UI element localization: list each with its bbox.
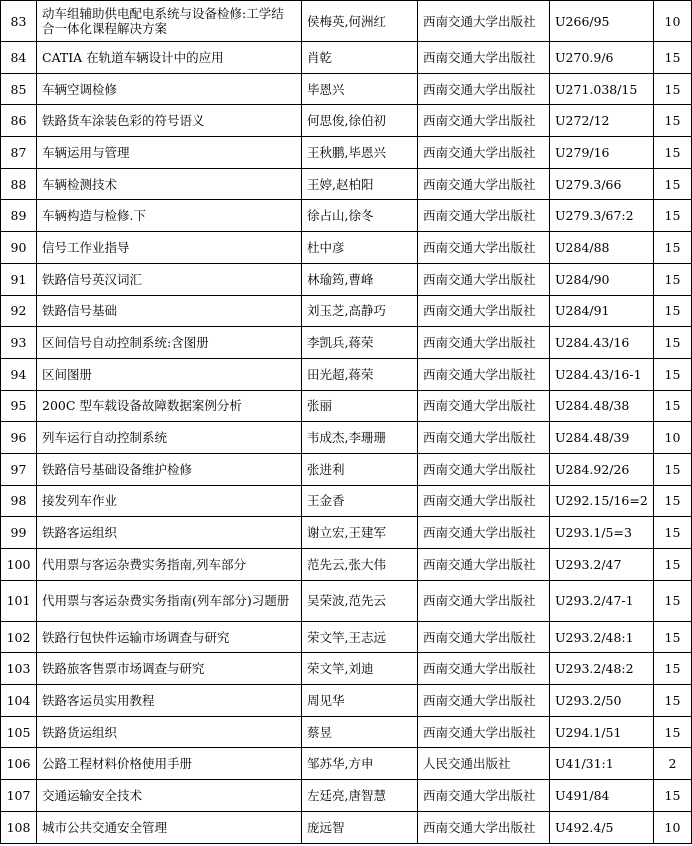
book-title: 车辆运用与管理 <box>37 137 302 169</box>
book-title: 区间信号自动控制系统:含图册 <box>37 327 302 359</box>
book-author: 田光超,蒋荣 <box>302 358 418 390</box>
call-number: U491/84 <box>550 780 654 812</box>
book-publisher: 西南交通大学出版社 <box>418 653 550 685</box>
row-number: 90 <box>1 232 37 264</box>
copy-count: 15 <box>654 549 692 581</box>
book-title: 接发列车作业 <box>37 485 302 517</box>
book-author: 周见华 <box>302 685 418 717</box>
book-publisher: 西南交通大学出版社 <box>418 1 550 42</box>
book-title: 代用票与客运杂费实务指南,列车部分 <box>37 549 302 581</box>
copy-count: 2 <box>654 748 692 780</box>
book-publisher: 西南交通大学出版社 <box>418 263 550 295</box>
book-author: 荣文竿,王志远 <box>302 621 418 653</box>
book-title: 铁路货运组织 <box>37 716 302 748</box>
row-number: 106 <box>1 748 37 780</box>
table-row <box>1 200 692 232</box>
book-author: 张进利 <box>302 453 418 485</box>
book-title: 列车运行自动控制系统 <box>37 422 302 454</box>
call-number: U294.1/51 <box>550 716 654 748</box>
book-title: 公路工程材料价格使用手册 <box>37 748 302 780</box>
book-publisher: 西南交通大学出版社 <box>418 485 550 517</box>
book-publisher: 西南交通大学出版社 <box>418 200 550 232</box>
row-number: 100 <box>1 549 37 581</box>
book-publisher: 西南交通大学出版社 <box>418 716 550 748</box>
copy-count: 15 <box>654 453 692 485</box>
copy-count: 15 <box>654 295 692 327</box>
book-publisher: 西南交通大学出版社 <box>418 580 550 621</box>
table-row <box>1 263 692 295</box>
call-number: U293.2/47 <box>550 549 654 581</box>
table-row <box>1 580 692 621</box>
book-author: 荣文竿,刘迪 <box>302 653 418 685</box>
call-number: U293.2/48:2 <box>550 653 654 685</box>
table-row <box>1 517 692 549</box>
table-row <box>1 358 692 390</box>
book-author: 侯梅英,何洲红 <box>302 1 418 42</box>
row-number: 96 <box>1 422 37 454</box>
copy-count: 15 <box>654 390 692 422</box>
copy-count: 15 <box>654 716 692 748</box>
book-publisher: 西南交通大学出版社 <box>418 390 550 422</box>
copy-count: 15 <box>654 358 692 390</box>
book-publisher: 西南交通大学出版社 <box>418 517 550 549</box>
row-number: 89 <box>1 200 37 232</box>
row-number: 99 <box>1 517 37 549</box>
call-number: U292.15/16=2 <box>550 485 654 517</box>
table-row <box>1 621 692 653</box>
book-publisher: 西南交通大学出版社 <box>418 811 550 843</box>
book-publisher: 西南交通大学出版社 <box>418 137 550 169</box>
table-row <box>1 232 692 264</box>
call-number: U284.48/38 <box>550 390 654 422</box>
copy-count: 15 <box>654 263 692 295</box>
copy-count: 15 <box>654 685 692 717</box>
book-title: 铁路货车涂装色彩的符号语义 <box>37 105 302 137</box>
call-number: U284.48/39 <box>550 422 654 454</box>
book-author: 杜中彦 <box>302 232 418 264</box>
table-row <box>1 42 692 74</box>
row-number: 101 <box>1 580 37 621</box>
table-row <box>1 780 692 812</box>
book-publisher: 人民交通出版社 <box>418 748 550 780</box>
book-title: 200C 型车载设备故障数据案例分析 <box>37 390 302 422</box>
call-number: U279.3/67:2 <box>550 200 654 232</box>
call-number: U41/31:1 <box>550 748 654 780</box>
book-title: 车辆检测技术 <box>37 168 302 200</box>
book-list-body <box>1 1 692 844</box>
book-author: 王秋鹏,毕恩兴 <box>302 137 418 169</box>
row-number: 98 <box>1 485 37 517</box>
table-row <box>1 327 692 359</box>
row-number: 83 <box>1 1 37 42</box>
row-number: 107 <box>1 780 37 812</box>
table-row <box>1 653 692 685</box>
row-number: 91 <box>1 263 37 295</box>
book-author: 何思俊,徐伯初 <box>302 105 418 137</box>
table-row <box>1 485 692 517</box>
book-title: 代用票与客运杂费实务指南(列车部分)习题册 <box>37 580 302 621</box>
row-number: 102 <box>1 621 37 653</box>
book-title: 铁路旅客售票市场调查与研究 <box>37 653 302 685</box>
book-author: 林瑜筠,曹峰 <box>302 263 418 295</box>
book-author: 肖乾 <box>302 42 418 74</box>
row-number: 87 <box>1 137 37 169</box>
table-row <box>1 716 692 748</box>
call-number: U492.4/5 <box>550 811 654 843</box>
table-row <box>1 137 692 169</box>
table-row <box>1 422 692 454</box>
table-row <box>1 453 692 485</box>
table-row <box>1 73 692 105</box>
call-number: U270.9/6 <box>550 42 654 74</box>
book-publisher: 西南交通大学出版社 <box>418 621 550 653</box>
book-title: 信号工作业指导 <box>37 232 302 264</box>
copy-count: 15 <box>654 137 692 169</box>
row-number: 92 <box>1 295 37 327</box>
book-title: 动车组辅助供电配电系统与设备检修:工学结合一体化课程解决方案 <box>37 1 302 42</box>
book-title: CATIA 在轨道车辆设计中的应用 <box>37 42 302 74</box>
row-number: 95 <box>1 390 37 422</box>
copy-count: 15 <box>654 168 692 200</box>
book-publisher: 西南交通大学出版社 <box>418 549 550 581</box>
copy-count: 15 <box>654 580 692 621</box>
book-title: 铁路客运员实用教程 <box>37 685 302 717</box>
row-number: 108 <box>1 811 37 843</box>
table-row <box>1 748 692 780</box>
call-number: U271.038/15 <box>550 73 654 105</box>
call-number: U293.2/50 <box>550 685 654 717</box>
book-author: 毕恩兴 <box>302 73 418 105</box>
table-row <box>1 811 692 843</box>
book-publisher: 西南交通大学出版社 <box>418 105 550 137</box>
copy-count: 15 <box>654 73 692 105</box>
book-author: 庞远智 <box>302 811 418 843</box>
book-author: 蔡昱 <box>302 716 418 748</box>
row-number: 84 <box>1 42 37 74</box>
call-number: U279.3/66 <box>550 168 654 200</box>
book-author: 谢立宏,王建军 <box>302 517 418 549</box>
book-author: 韦成杰,李珊珊 <box>302 422 418 454</box>
copy-count: 15 <box>654 517 692 549</box>
call-number: U293.1/5=3 <box>550 517 654 549</box>
call-number: U284.92/26 <box>550 453 654 485</box>
book-title: 铁路信号基础 <box>37 295 302 327</box>
copy-count: 15 <box>654 621 692 653</box>
copy-count: 10 <box>654 1 692 42</box>
row-number: 104 <box>1 685 37 717</box>
row-number: 97 <box>1 453 37 485</box>
book-author: 徐占山,徐冬 <box>302 200 418 232</box>
book-title: 交通运输安全技术 <box>37 780 302 812</box>
book-publisher: 西南交通大学出版社 <box>418 780 550 812</box>
book-author: 范先云,张大伟 <box>302 549 418 581</box>
table-row <box>1 105 692 137</box>
call-number: U284/90 <box>550 263 654 295</box>
book-author: 左廷亮,唐智慧 <box>302 780 418 812</box>
call-number: U272/12 <box>550 105 654 137</box>
table-row <box>1 685 692 717</box>
book-author: 王婷,赵柏阳 <box>302 168 418 200</box>
book-title: 铁路信号英汉词汇 <box>37 263 302 295</box>
copy-count: 15 <box>654 653 692 685</box>
book-title: 车辆空调检修 <box>37 73 302 105</box>
copy-count: 15 <box>654 232 692 264</box>
call-number: U284.43/16 <box>550 327 654 359</box>
book-publisher: 西南交通大学出版社 <box>418 422 550 454</box>
book-publisher: 西南交通大学出版社 <box>418 685 550 717</box>
table-row <box>1 390 692 422</box>
book-author: 邹苏华,方申 <box>302 748 418 780</box>
copy-count: 15 <box>654 42 692 74</box>
book-publisher: 西南交通大学出版社 <box>418 453 550 485</box>
book-author: 李凯兵,蒋荣 <box>302 327 418 359</box>
book-publisher: 西南交通大学出版社 <box>418 73 550 105</box>
book-publisher: 西南交通大学出版社 <box>418 295 550 327</box>
row-number: 93 <box>1 327 37 359</box>
book-author: 王金香 <box>302 485 418 517</box>
row-number: 105 <box>1 716 37 748</box>
book-title: 区间图册 <box>37 358 302 390</box>
copy-count: 15 <box>654 105 692 137</box>
call-number: U293.2/48:1 <box>550 621 654 653</box>
book-title: 铁路行包快件运输市场调查与研究 <box>37 621 302 653</box>
book-author: 吴荣波,范先云 <box>302 580 418 621</box>
book-title: 车辆构造与检修.下 <box>37 200 302 232</box>
call-number: U284/88 <box>550 232 654 264</box>
table-row <box>1 549 692 581</box>
book-author: 张丽 <box>302 390 418 422</box>
copy-count: 15 <box>654 200 692 232</box>
copy-count: 10 <box>654 422 692 454</box>
book-publisher: 西南交通大学出版社 <box>418 358 550 390</box>
copy-count: 15 <box>654 780 692 812</box>
copy-count: 15 <box>654 485 692 517</box>
call-number: U284.43/16-1 <box>550 358 654 390</box>
book-publisher: 西南交通大学出版社 <box>418 168 550 200</box>
copy-count: 10 <box>654 811 692 843</box>
row-number: 88 <box>1 168 37 200</box>
book-title: 铁路客运组织 <box>37 517 302 549</box>
call-number: U279/16 <box>550 137 654 169</box>
book-title: 城市公共交通安全管理 <box>37 811 302 843</box>
book-publisher: 西南交通大学出版社 <box>418 232 550 264</box>
row-number: 94 <box>1 358 37 390</box>
book-publisher: 西南交通大学出版社 <box>418 42 550 74</box>
row-number: 86 <box>1 105 37 137</box>
book-author: 刘玉芝,高静巧 <box>302 295 418 327</box>
call-number: U293.2/47-1 <box>550 580 654 621</box>
table-row <box>1 168 692 200</box>
row-number: 103 <box>1 653 37 685</box>
table-row <box>1 295 692 327</box>
copy-count: 15 <box>654 327 692 359</box>
book-publisher: 西南交通大学出版社 <box>418 327 550 359</box>
call-number: U284/91 <box>550 295 654 327</box>
call-number: U266/95 <box>550 1 654 42</box>
book-title: 铁路信号基础设备维护检修 <box>37 453 302 485</box>
table-row <box>1 1 692 42</box>
row-number: 85 <box>1 73 37 105</box>
